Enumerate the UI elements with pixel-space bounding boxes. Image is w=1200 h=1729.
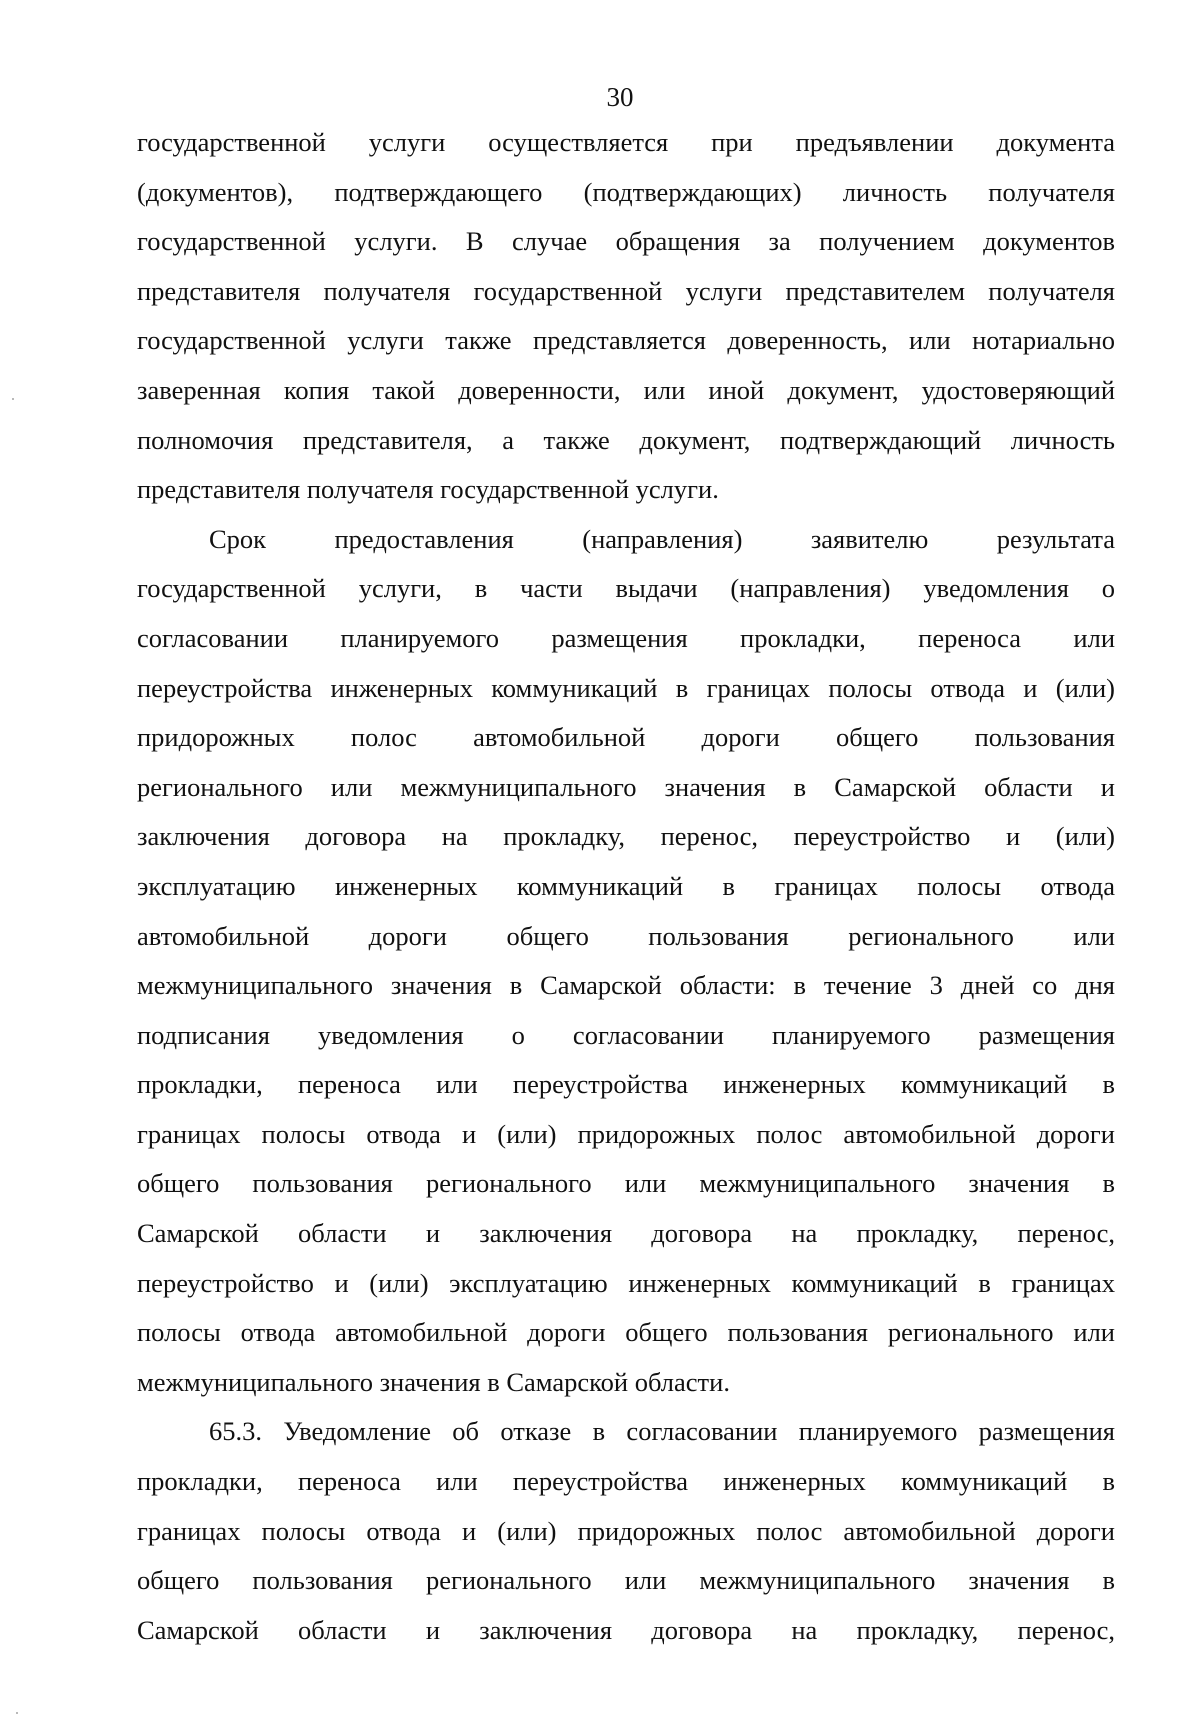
document-body [137,118,1115,1655]
paragraph-1-line-7: полномочия представителя, а также документ, подтверждающий личность [137,424,1115,455]
paragraph-2-line-5: придорожных полос автомобильной дороги общего пользования [137,722,1115,753]
paragraph-1-line-5: государственной услуги также представляется доверенность, или нотариально [137,325,1115,356]
paragraph-1-line-6: заверенная копия такой доверенности, или иной документ, удостоверяющий [137,374,1115,405]
page-number: 30 [606,82,634,112]
paragraph-1-line-1: государственной услуги осуществляется при предъявлении документа [137,127,1115,157]
paragraph-2-line-1: Срок предоставления (направления) заявителю результата [209,523,1115,554]
scan-speck [12,398,14,400]
paragraph-1-line-3: государственной услуги. В случае обращения за получением документов [137,226,1115,257]
paragraph-1-line-2: (документов), подтверждающего (подтверждающих) личность получателя [137,176,1115,207]
scan-speck [16,1712,18,1714]
paragraph-3-line-5: Самарской области и заключения договора на прокладку, перенос, [137,1614,1115,1645]
paragraph-3-line-2: прокладки, переноса или переустройства инженерных коммуникаций в [137,1466,1115,1497]
paragraph-2-line-17: полосы отвода автомобильной дороги общего пользования регионального или [137,1317,1115,1348]
paragraph-1-line-4: представителя получателя государственной услуги представителем получателя [137,275,1115,306]
paragraph-2-line-3: согласовании планируемого размещения прокладки, переноса или [137,622,1115,653]
paragraph-2-line-6: регионального или межмуниципального значения в Самарской области и [137,771,1115,802]
paragraph-2-line-4: переустройства инженерных коммуникаций в границах полосы отвода и (или) [137,672,1115,703]
paragraph-1-line-8: представителя получателя государственной услуги. [137,474,719,505]
paragraph-2-line-16: переустройство и (или) эксплуатацию инженерных коммуникаций в границах [137,1267,1115,1298]
paragraph-3-line-1: 65.3. Уведомление об отказе в согласовании планируемого размещения [209,1416,1115,1447]
paragraph-2-line-10: межмуниципального значения в Самарской области: в течение 3 дней со дня [137,970,1115,1001]
paragraph-2-line-7: заключения договора на прокладку, перенос, переустройство и (или) [137,821,1115,852]
paragraph-2-line-13: границах полосы отвода и (или) придорожных полос автомобильной дороги [137,1118,1115,1149]
paragraph-2-line-9: автомобильной дороги общего пользования регионального или [137,920,1115,951]
paragraph-3-line-3: границах полосы отвода и (или) придорожных полос автомобильной дороги [137,1515,1115,1546]
paragraph-2-line-18: межмуниципального значения в Самарской области. [137,1366,730,1397]
paragraph-3-line-4: общего пользования регионального или межмуниципального значения в [137,1565,1115,1596]
paragraph-2-line-11: подписания уведомления о согласовании планируемого размещения [137,1019,1115,1050]
paragraph-2-line-15: Самарской области и заключения договора на прокладку, перенос, [137,1218,1115,1249]
paragraph-2-line-8: эксплуатацию инженерных коммуникаций в границах полосы отвода [137,870,1115,901]
paragraph-2-line-12: прокладки, переноса или переустройства инженерных коммуникаций в [137,1069,1115,1100]
paragraph-2-line-14: общего пользования регионального или межмуниципального значения в [137,1168,1115,1199]
paragraph-2-line-2: государственной услуги, в части выдачи (направления) уведомления о [137,573,1115,604]
